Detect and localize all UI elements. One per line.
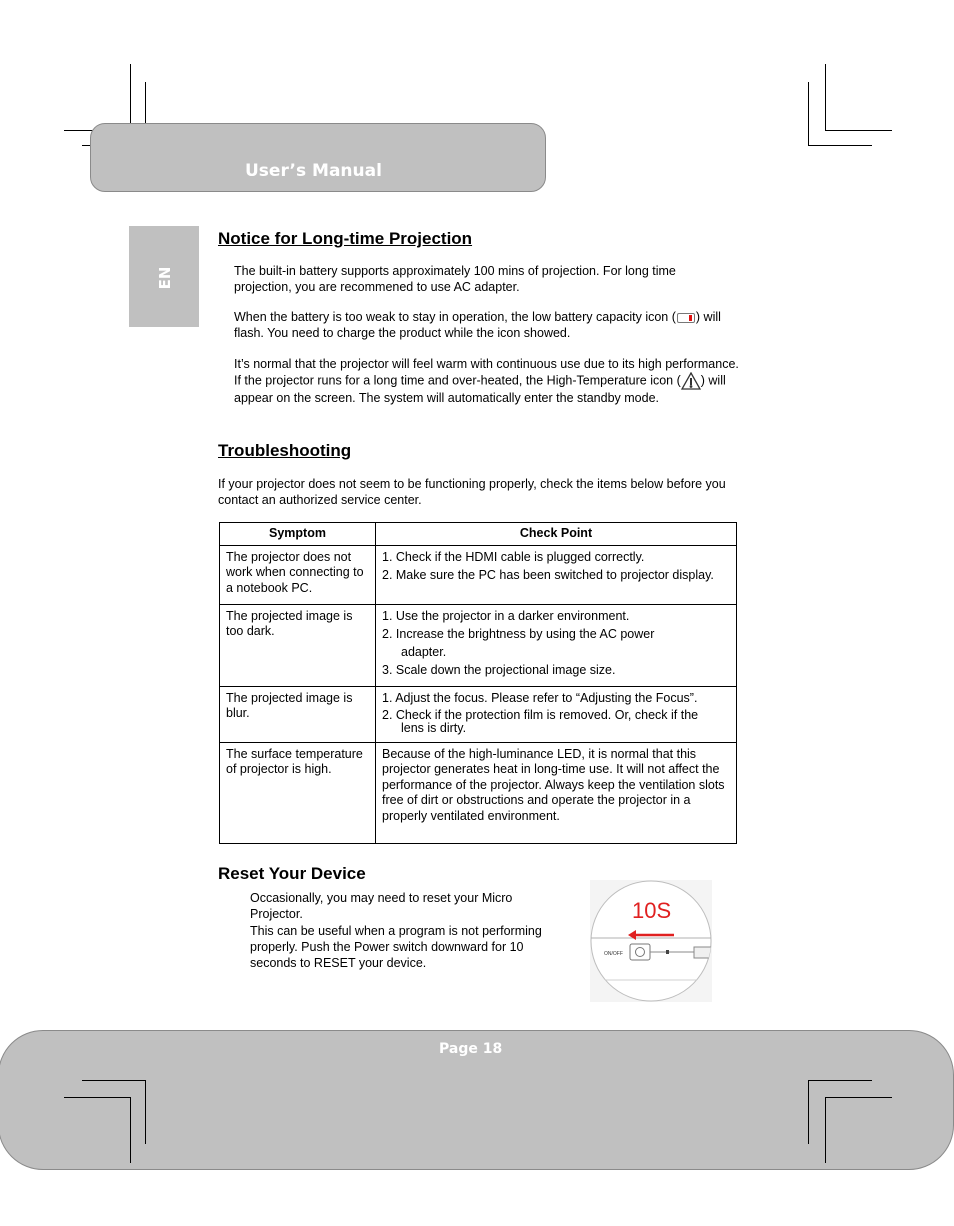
notice-paragraph-3 xyxy=(234,356,739,406)
check-point-cell xyxy=(376,686,737,742)
symptom-cell: The projected image is too dark. xyxy=(220,604,376,686)
table-row xyxy=(220,742,737,843)
crop-mark xyxy=(82,1080,146,1081)
symptom-cell: The surface temperature of projector is high. xyxy=(220,742,376,843)
table-row xyxy=(220,604,737,686)
header-title: User’s Manual xyxy=(245,161,382,181)
header-tab xyxy=(90,123,546,192)
check-point-column-header: Check Point xyxy=(376,523,737,546)
crop-mark xyxy=(808,145,872,146)
crop-mark xyxy=(825,130,892,131)
troubleshooting-table xyxy=(219,522,737,844)
check-point-line: 1. Use the projector in a darker environment. xyxy=(382,608,630,623)
check-point-line: 2. Check if the protection film is removed. Or, check if the xyxy=(382,708,699,722)
check-point-line: adapter. xyxy=(401,644,447,659)
crop-mark xyxy=(808,82,809,146)
reset-paragraph-2: This can be useful when a program is not performing properly. Push the Power switch downward for 10 seconds to RESET your device. xyxy=(250,924,542,970)
switch-label: ON/OFF xyxy=(604,951,623,957)
check-point-cell: Because of the high-luminance LED, it is normal that this projector generates heat in long-time use. It will not affect the performance of the projector. Always keep the ventilation slots free of dirt or obstructions and operate the projector in a properly ventilated environment. xyxy=(376,742,737,843)
check-point-cell xyxy=(376,604,737,686)
check-point-line: 2. Increase the brightness by using the AC power xyxy=(382,627,655,641)
notice-paragraph-2-start: When the battery is too weak to stay in operation, the low battery capacity icon ( xyxy=(234,310,676,324)
crop-mark xyxy=(145,1080,146,1144)
troubleshooting-heading: Troubleshooting xyxy=(218,441,352,460)
crop-mark xyxy=(808,1080,809,1144)
check-point-line: lens is dirty. xyxy=(401,721,467,735)
check-point-line: 1. Check if the HDMI cable is plugged correctly. xyxy=(382,549,645,564)
check-point-line: 3. Scale down the projectional image size. xyxy=(382,663,616,677)
reset-timer-label: 10S xyxy=(632,898,672,923)
crop-mark xyxy=(808,1080,872,1081)
crop-mark xyxy=(825,1097,826,1163)
check-point-line: 2. Make sure the PC has been switched to projector display. xyxy=(382,568,714,582)
notice-paragraph-3-start: It’s normal that the projector will feel warm with continuous use due to its high performance. If the projector runs for a long time and over-heated, the High-Temperature icon ( xyxy=(234,357,739,388)
symptom-cell: The projected image is blur. xyxy=(220,686,376,742)
notice-paragraph-1: The built-in battery supports approximately 100 mins of projection. For long time projection, you are recommened to use AC adapter. xyxy=(234,264,676,294)
table-row xyxy=(220,686,737,742)
reset-heading: Reset Your Device xyxy=(218,864,366,883)
table-header-row xyxy=(220,523,737,546)
symptom-column-header: Symptom xyxy=(220,523,376,546)
high-temperature-icon xyxy=(681,372,701,390)
crop-mark xyxy=(130,1097,131,1163)
troubleshooting-intro: If your projector does not seem to be functioning properly, check the items below before you contact an authorized service center. xyxy=(218,477,726,507)
check-point-cell xyxy=(376,545,737,604)
crop-mark xyxy=(130,64,131,130)
notice-paragraph-2-end: ) will flash. You need to charge the product while the icon showed. xyxy=(234,310,721,340)
notice-paragraph-3-end: ) will appear on the screen. The system will automatically enter the standby mode. xyxy=(234,373,726,405)
crop-mark xyxy=(825,64,826,130)
low-battery-icon xyxy=(677,313,695,323)
language-label: EN xyxy=(156,266,174,290)
table-row xyxy=(220,545,737,604)
crop-mark xyxy=(64,1097,131,1098)
reset-switch-illustration xyxy=(590,880,712,1002)
reset-paragraph-1: Occasionally, you may need to reset your Micro Projector. xyxy=(250,891,513,921)
crop-mark xyxy=(825,1097,892,1098)
page-number: Page 18 xyxy=(439,1041,503,1057)
symptom-cell: The projector does not work when connecting to a notebook PC. xyxy=(220,545,376,604)
notice-heading: Notice for Long-time Projection xyxy=(218,229,473,248)
notice-paragraph-2 xyxy=(234,309,739,341)
check-point-line: 1. Adjust the focus. Please refer to “Adjusting the Focus”. xyxy=(382,690,698,705)
